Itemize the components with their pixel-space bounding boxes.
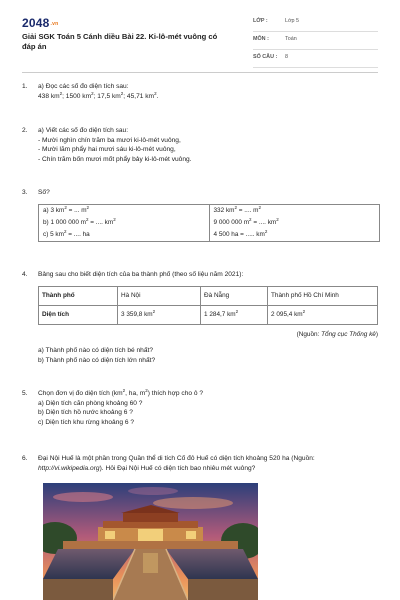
meta-value: 8 [285, 54, 288, 60]
meta-label: LỚP : [253, 18, 268, 24]
list-item: a) Diện tích căn phòng khoảng 60 ? [38, 399, 143, 407]
sub-question-a: a) Thành phố nào có diện tích bé nhất? [38, 347, 153, 354]
list-item: b) Diện tích hồ nước khoảng 6 ? [38, 409, 133, 416]
area-values: 438 $km^2$; 1500 $km^2$; 17,5 $km^2$; 45,71 $km^2$. [38, 90, 159, 100]
header-divider [22, 72, 378, 73]
sub-question-b: b) Thành phố nào có diện tích lớn nhất? [38, 356, 156, 364]
citadel-image [43, 483, 258, 600]
document-meta [253, 16, 378, 70]
meta-row-count [253, 52, 378, 68]
question-prompt: Số? [38, 189, 50, 196]
table-header: Thành phố Hồ Chí Minh [268, 286, 378, 305]
question-number: 4. [22, 271, 28, 278]
question-prompt: Bảng sau cho biết diện tích của ba thành phố (theo số liệu năm 2021): [38, 271, 244, 278]
list-item: - Mười lăm phẩy hai mươi sáu ki-lô-mét vuông, [38, 146, 176, 153]
meta-label: MÔN : [253, 36, 269, 42]
table-cell: 2 095,4 $km^2$ [268, 305, 378, 324]
city-area-table [38, 286, 378, 325]
table-row-label: Diện tích [39, 305, 118, 324]
grid-cell: c) 5 $km^2$ = .... ha [39, 229, 210, 241]
grid-cell: 332 $km^2$ = .... $m^2$ [213, 204, 261, 214]
hue-citadel-photo [43, 483, 258, 600]
logo-text: 2048 [22, 16, 50, 30]
grid-cell: 4 500 ha = ..... $km^2$ [213, 228, 268, 238]
meta-label: SỐ CÂU : [253, 54, 278, 60]
logo-suffix: .vn [50, 20, 59, 27]
question-6 [22, 454, 378, 473]
question-number: 5. [22, 390, 28, 397]
table-header: Đà Nẵng [201, 286, 268, 305]
question-prompt: a) Đọc các số đo diện tích sau: [38, 83, 129, 90]
question-prompt: Đại Nội Huế là một phần trong Quần thể di tích Cố đô Huế có diện tích khoảng 520 ha (Nguồn: http://vi.wikipedia.org). Hỏi Đại Nội Huế có diện tích bao nhiêu mét vuông? [38, 455, 315, 472]
meta-row-subject [253, 34, 378, 50]
source-link[interactable]: http://vi.wikipedia.org [38, 464, 100, 472]
grid-cell: a) 3 $km^2$ = ... $m^2$ [39, 205, 210, 217]
document-title: Giải SGK Toán 5 Cánh diều Bài 22. Ki-lô-mét vuông có đáp án [22, 32, 218, 51]
document-header [0, 0, 400, 66]
meta-value: Lớp 5 [285, 18, 300, 24]
table-cell: 3 359,8 $km^2$ [118, 305, 201, 324]
meta-value: Toán [285, 36, 297, 42]
table-header: Thành phố [39, 286, 118, 305]
table-row [39, 286, 378, 305]
question-5 [22, 389, 378, 427]
question-number: 1. [22, 83, 28, 90]
meta-row-class [253, 16, 378, 32]
site-logo[interactable] [22, 16, 58, 30]
question-2 [22, 126, 378, 164]
question-number: 2. [22, 127, 28, 134]
grid-cell: 9 000 000 $m^2$ = .... $km^2$ [213, 216, 279, 226]
table-source: (Nguồn: Tổng cục Thống kê) [296, 330, 378, 338]
table-cell: 1 284,7 $km^2$ [201, 305, 268, 324]
table-row [39, 305, 378, 324]
grid-cell: b) 1 000 000 $m^2$ = .... $km^2$ [39, 217, 210, 229]
question-3 [22, 188, 378, 242]
question-number: 3. [22, 189, 28, 196]
question-number: 6. [22, 455, 28, 462]
question-4 [22, 270, 378, 365]
list-item: - Mười nghìn chín trăm ba mươi ki-lô-mét vuông, [38, 136, 181, 144]
question-prompt: Chọn đơn vị đo diện tích ($km^2$, ha, $m^2$) thích hợp cho ô ? [38, 387, 204, 397]
conversion-grid [38, 204, 380, 242]
list-item: - Chín trăm bốn mươi mốt phẩy bảy ki-lô-mét vuông. [38, 155, 192, 163]
question-prompt: a) Viết các số đo diện tích sau: [38, 127, 129, 134]
table-header: Hà Nội [118, 286, 201, 305]
list-item: c) Diện tích khu rừng khoảng 6 ? [38, 418, 135, 426]
question-1 [22, 82, 378, 101]
